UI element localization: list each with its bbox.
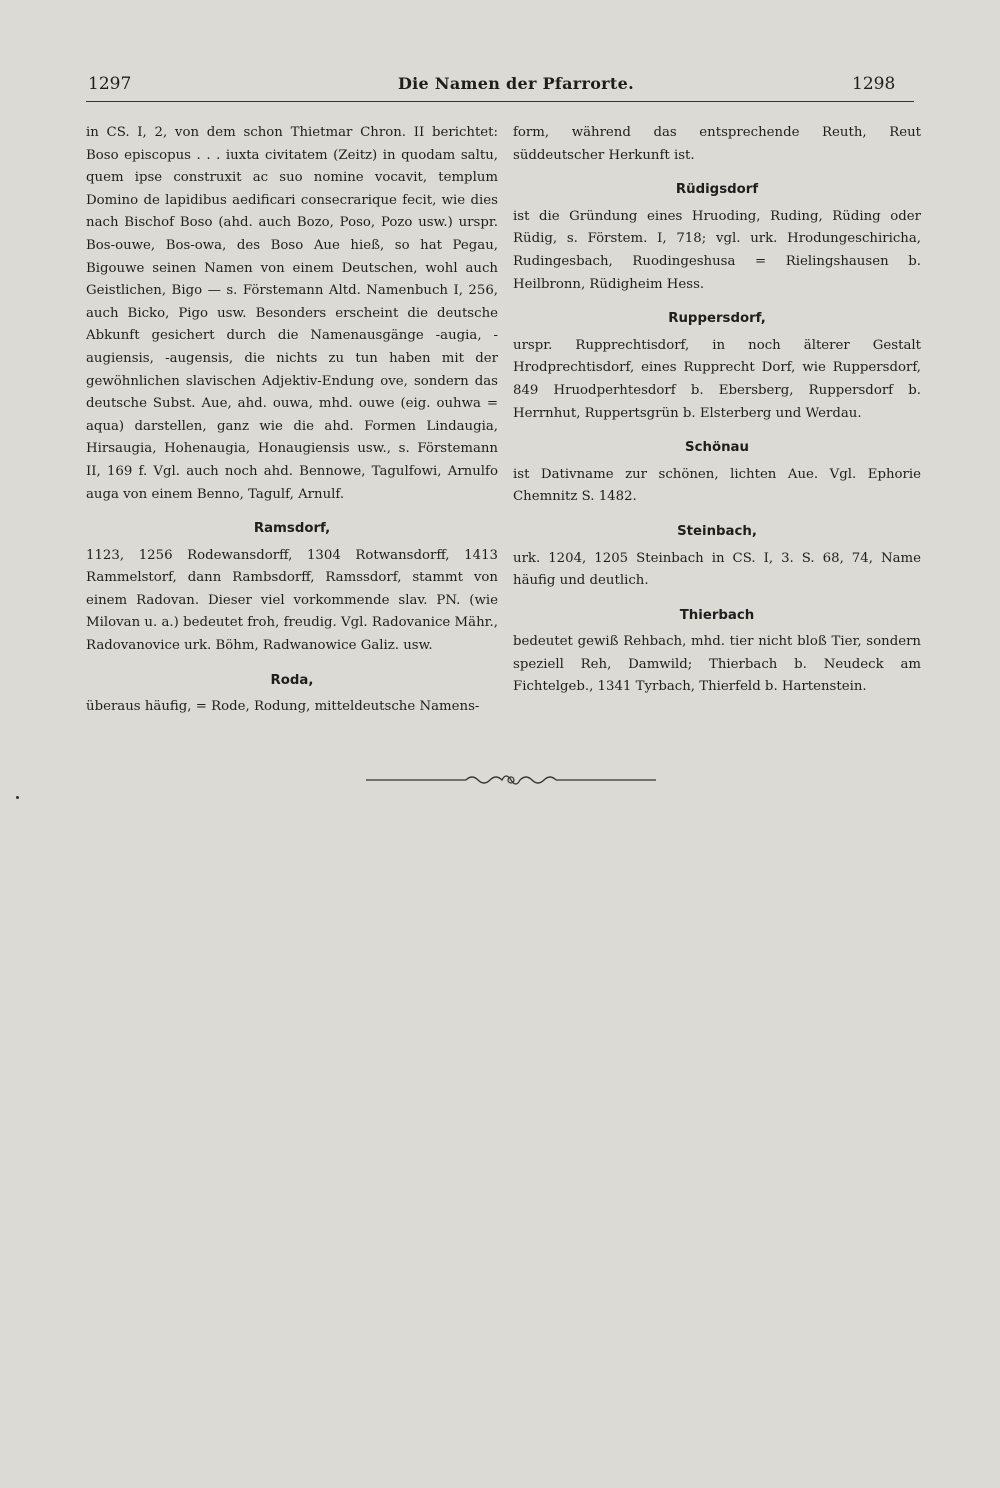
entry-text-roda: überaus häufig, = Rode, Rodung, mitteldeutsche Namens- [86, 699, 480, 715]
left-column [86, 122, 498, 719]
page-number-left: 1297 [88, 74, 132, 94]
entry-text-continued: in CS. I, 2, von dem schon Thietmar Chron. II berichtet: Boso episcopus . . . iuxta civitatem (Zeitz) in quodam saltu, quem ipse construxit ac suo nomine vocavit, templum Domino de lapidibus aedificari consecrarique fecit, wie dies nach Bischof Boso (ahd. auch Bozo, Poso, Pozo usw.) urspr. Bos-ouwe, Bos-owa, des Boso Aue hieß, so hat Pegau, Bigouwe seinen Namen von einem Deutschen, wohl auch Geistlichen, Bigo — s. Förstemann Altd. Namenbuch I, 256, auch Bicko, Pigo usw. Besonders erscheint die deutsche Abkunft gesichert durch die Namenausgänge -augia, -augiensis, -augensis, die nichts zu tun haben mit der gewöhnlichen slavischen Adjektiv-Endung ove, sondern das deutsche Subst. Aue, ahd. ouwa, mhd. ouwe (eig. ouhwa = aqua) darstellen, ganz wie die ahd. Formen Lindaugia, Hirsaugia, Hohenaugia, Honaugiensis usw., s. Förstemann II, 169 f. Vgl. auch noch ahd. Bennowe, Tagulfowi, Arnulfo auga von einem Benno, Tagulf, Arnulf. [86, 125, 498, 502]
entry-heading-schoenau: Schönau [685, 440, 749, 456]
entry-text-schoenau: ist Dativname zur schönen, lichten Aue. Vgl. Ephorie Chemnitz S. 1482. [513, 466, 921, 505]
entry-heading-thierbach: Thierbach [679, 607, 755, 623]
entry-heading-steinbach: Steinbach, [677, 523, 757, 539]
entry-heading-ruedigsdorf: Rüdigsdorf [675, 182, 759, 198]
entry-heading-roda: Roda, [270, 672, 314, 688]
margin-speck [16, 796, 19, 799]
running-title: Die Namen der Pfarrorte. [398, 74, 634, 93]
header-rule [86, 101, 914, 102]
right-column [513, 122, 921, 699]
entry-heading-ramsdorf: Ramsdorf, [253, 521, 331, 537]
entry-text-ruppersdorf: urspr. Rupprechtisdorf, in noch älterer Gestalt Hrodprechtisdorf, eines Rupprecht Dorf, wie Ruppersdorf, 849 Hruodperhtesdorf b. Ebersberg, Ruppersdorf b. Herrnhut, Ruppertsgrün b. Elsterberg und Werdau. [513, 337, 921, 421]
end-ornament [366, 770, 656, 790]
entry-text-continued-right: form, während das entsprechende Reuth, Reut süddeutscher Herkunft ist. [513, 125, 921, 163]
entry-text-steinbach: urk. 1204, 1205 Steinbach in CS. I, 3. S. 68, 74, Name häufig und deutlich. [513, 550, 921, 589]
entry-text-ruedigsdorf: ist die Gründung eines Hruoding, Ruding, Rüding oder Rüdig, s. Förstem. I, 718; vgl. urk. Hrodungeschiricha, Rudingesbach, Ruodingeshusa = Rielingshausen b. Heilbronn, Rüdigheim Hess. [513, 208, 921, 292]
page-number-right: 1298 [852, 74, 896, 94]
entry-text-ramsdorf: 1123, 1256 Rodewansdorff, 1304 Rotwansdorff, 1413 Rammelstorf, dann Rambsdorff, Ramssdorf, stammt von einem Radovan. Dieser viel vorkommende slav. PN. (wie Milovan u. a.) bedeutet froh, freudig. Vgl. Radovanice Mähr., Radovanovice urk. Böhm, Radwanowice Galiz. usw. [86, 547, 498, 654]
entry-text-thierbach: bedeutet gewiß Rehbach, mhd. tier nicht bloß Tier, sondern speziell Reh, Damwild; Thierbach b. Neudeck am Fichtelgeb., 1341 Tyrbach, Thierfeld b. Hartenstein. [513, 634, 921, 695]
entry-heading-ruppersdorf: Ruppersdorf, [668, 311, 766, 327]
